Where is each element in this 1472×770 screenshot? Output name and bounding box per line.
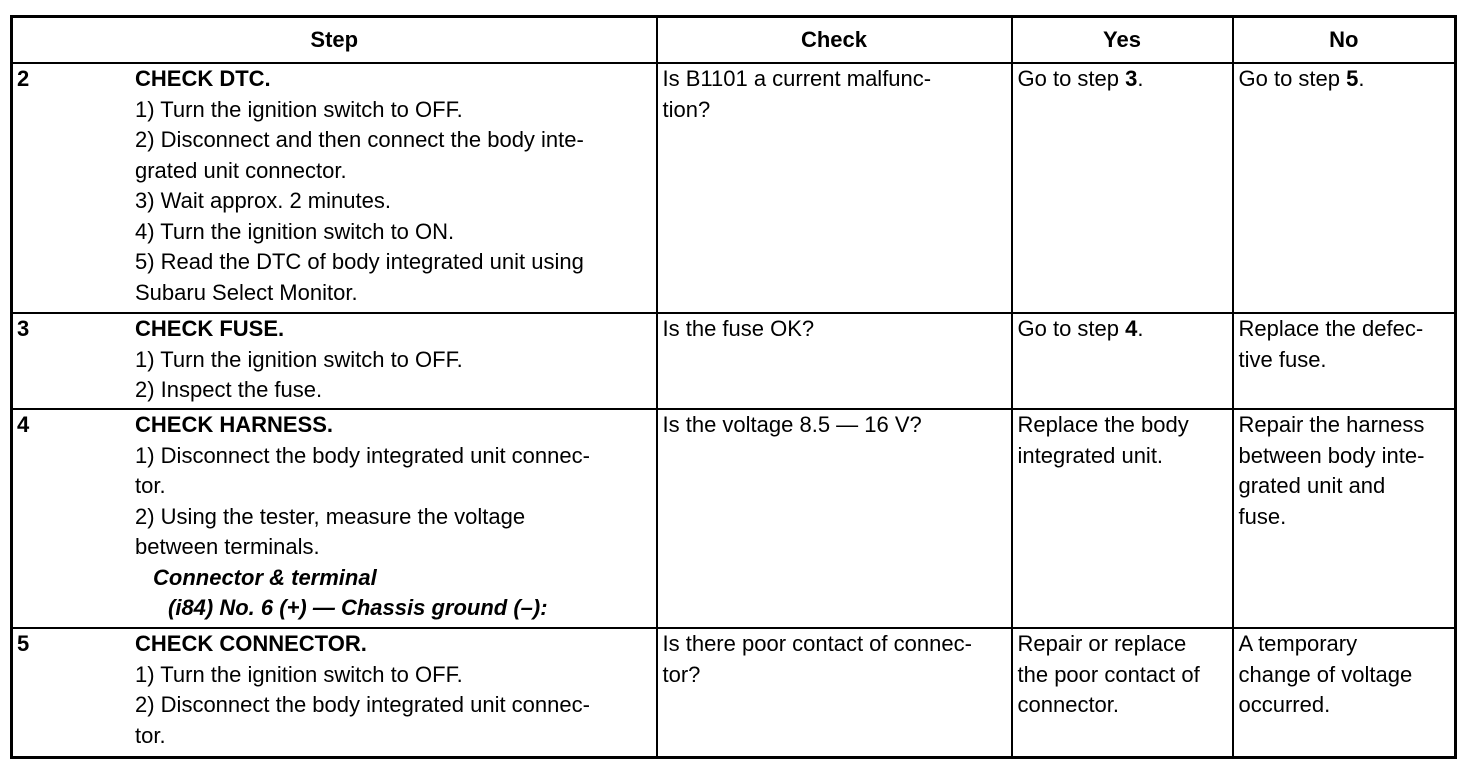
check-cell [657, 409, 1012, 628]
check-line: Is B1101 a current malfunc- [662, 66, 932, 91]
yes-line: integrated unit. [1017, 442, 1164, 468]
step-number: 3 [17, 316, 30, 341]
header-check: Check [657, 17, 1012, 64]
step-title: CHECK FUSE. [135, 316, 285, 341]
diagnostic-table [10, 15, 1457, 759]
step-line: 2) Disconnect the body integrated unit connec- [135, 692, 590, 717]
step-line: Subaru Select Monitor. [135, 279, 358, 305]
step-cell [12, 313, 657, 409]
step-line: tor. [135, 722, 166, 748]
step-line: tor. [135, 473, 166, 498]
step-line: 1) Turn the ignition switch to OFF. [135, 346, 463, 372]
step-line: 2) Inspect the fuse. [135, 377, 323, 402]
yes-line: Repair or replace [1017, 631, 1187, 656]
yes-step-ref: 3 [1125, 66, 1138, 91]
yes-line: Replace the body [1017, 412, 1189, 437]
no-cell [1233, 628, 1456, 757]
yes-cell [1012, 409, 1233, 628]
yes-suffix: . [1137, 316, 1144, 341]
no-line: grated unit and [1238, 473, 1386, 498]
header-step: Step [12, 17, 657, 64]
spec-value: (i84) No. 6 (+) — Chassis ground (–): [168, 595, 548, 620]
yes-line: the poor contact of [1017, 661, 1200, 687]
check-cell [657, 313, 1012, 409]
no-line: A temporary [1238, 631, 1358, 656]
yes-text: Go to step [1017, 316, 1126, 341]
step-line: 5) Read the DTC of body integrated unit using [135, 249, 584, 274]
step-cell [12, 628, 657, 757]
spec-label: Connector & terminal [153, 564, 377, 590]
check-line: tion? [662, 96, 711, 122]
step-number: 4 [17, 412, 30, 437]
no-line: Repair the harness [1238, 412, 1425, 437]
no-step-ref: 5 [1346, 66, 1359, 91]
yes-cell [1012, 63, 1233, 313]
step-cell [12, 409, 657, 628]
no-line: tive fuse. [1238, 346, 1327, 372]
header-no: No [1233, 17, 1456, 64]
check-line: Is there poor contact of connec- [662, 631, 972, 656]
yes-text: Go to step [1017, 66, 1126, 91]
check-cell [657, 628, 1012, 757]
no-cell [1233, 63, 1456, 313]
yes-cell [1012, 628, 1233, 757]
step-title: CHECK DTC. [135, 66, 271, 91]
step-line: 1) Disconnect the body integrated unit connec- [135, 442, 590, 468]
check-line: tor? [662, 661, 701, 687]
yes-step-ref: 4 [1125, 316, 1138, 341]
no-line: change of voltage [1238, 661, 1413, 687]
no-line: between body inte- [1238, 442, 1425, 468]
no-text: Go to step [1238, 66, 1347, 91]
table-header-row [12, 17, 1456, 64]
table-row [12, 409, 1456, 628]
no-line: fuse. [1238, 503, 1287, 529]
check-cell [657, 63, 1012, 313]
no-cell [1233, 409, 1456, 628]
table-row [12, 63, 1456, 313]
check-line: Is the voltage 8.5 — 16 V? [662, 412, 922, 437]
no-cell [1233, 313, 1456, 409]
yes-line: connector. [1017, 692, 1120, 717]
no-suffix: . [1358, 66, 1365, 91]
yes-cell [1012, 313, 1233, 409]
step-title: CHECK HARNESS. [135, 412, 334, 437]
step-line: 1) Turn the ignition switch to OFF. [135, 96, 463, 122]
table-row [12, 628, 1456, 757]
step-line: 2) Using the tester, measure the voltage [135, 503, 526, 529]
table-row [12, 313, 1456, 409]
step-line: 3) Wait approx. 2 minutes. [135, 188, 391, 213]
step-line: 2) Disconnect and then connect the body inte- [135, 127, 584, 152]
step-number: 5 [17, 631, 30, 656]
step-line: 4) Turn the ignition switch to ON. [135, 218, 455, 244]
header-yes: Yes [1012, 17, 1233, 64]
yes-suffix: . [1137, 66, 1144, 91]
step-line: grated unit connector. [135, 157, 347, 183]
step-title: CHECK CONNECTOR. [135, 631, 367, 656]
no-line: Replace the defec- [1238, 316, 1424, 341]
step-cell [12, 63, 657, 313]
check-line: Is the fuse OK? [662, 316, 815, 341]
step-line: between terminals. [135, 534, 320, 559]
step-line: 1) Turn the ignition switch to OFF. [135, 661, 463, 687]
step-number: 2 [17, 66, 30, 91]
no-line: occurred. [1238, 692, 1331, 717]
